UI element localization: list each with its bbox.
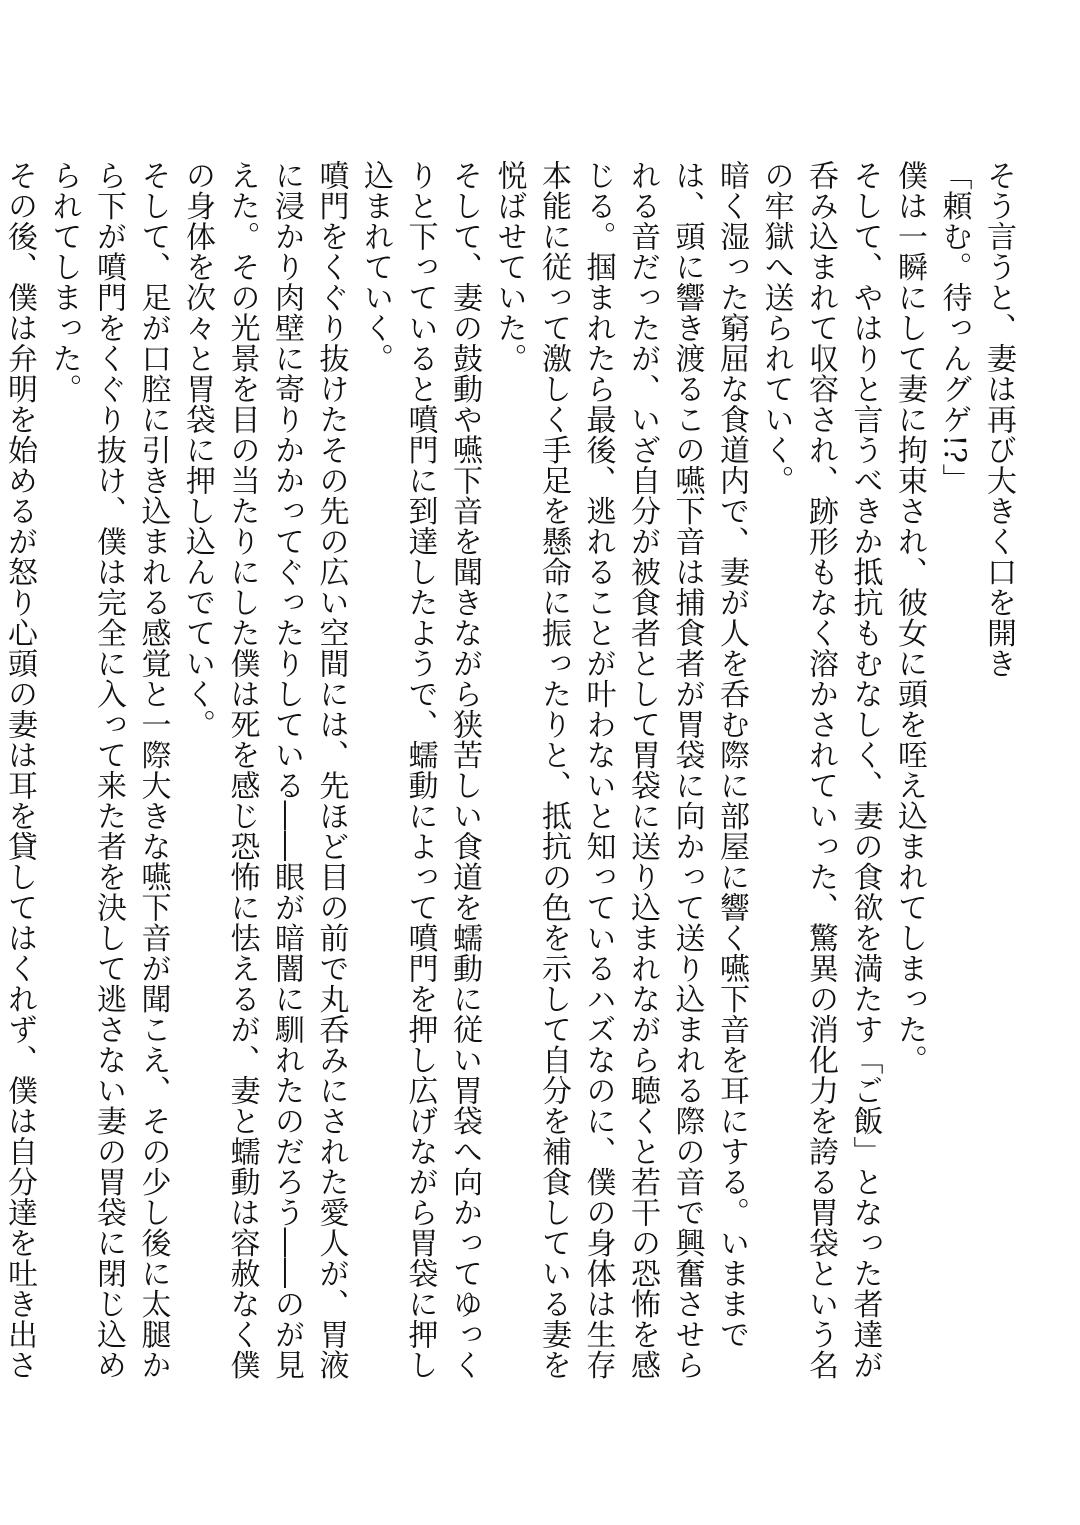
- paragraph: そして、足が口腔に引き込まれる感覚と一際大きな嚥下音が聞こえ、その少し後に太腿から下が噴門をくぐり抜け、僕は完全に入って来た者を決して逃さない妻の胃袋に閉じ込められてしまった。: [46, 160, 171, 1380]
- paragraph: そして、妻の鼓動や嚥下音を聞きながら狭苦しい食道を蠕動に従い胃袋へ向かってゆっくりと下っていると噴門に到達したようで、蠕動によって噴門を押し広げながら胃袋に押し込まれていく。: [358, 160, 482, 1380]
- vertical-text-block: [0, 160, 1020, 1400]
- paragraph: 暗く湿った窮屈な食道内で、妻が人を呑む際に部屋に響く嚥下音を耳にする。いままでは、頭に響き渡るこの嚥下音は捕食者が胃袋に向かって送り込まれる際の音で興奮させられる音だったが、いざ自分が被食者として胃袋に送り込まれながら聴くと若干の恐怖を感じる。掴まれたら最後、逃れることが叶わないと知っているハズなのに、僕の身体は生存本能に従って激しく手足を懸命に振ったりと、抵抗の色を示して自分を補食している妻を悦ばせていた。: [491, 160, 749, 1380]
- paragraph: 僕は一瞬にして妻に拘束され、彼女に頭を咥え込まれてしまった。: [892, 160, 927, 1075]
- paragraph: そして、やはりと言うべきか抵抗もむなしく、妻の食欲を満たす「ご飯」となった者達が呑み込まれて収容され、跡形もなく溶かされていった、驚異の消化力を誇る胃袋という名の牢獄へ送られていく。: [758, 160, 883, 1380]
- paragraph: その後、僕は弁明を始めるが怒り心頭の妻は耳を貸してはくれず、僕は自分達を吐き出さ: [2, 160, 37, 1380]
- paragraph: そう言うと、妻は再び大きく口を開き: [981, 160, 1016, 679]
- paragraph: 噴門をくぐり抜けたその先の広い空間には、先ほど目の前で丸呑みにされた愛人が、胃液に浸かり肉壁に寄りかかってぐったりしている――眼が暗闇に馴れたのだろう――のが見えた。その光景を目の当たりにした僕は死を感じ恐怖に怯えるが、妻と蠕動は容赦なく僕の身体を次々と胃袋に押し込んでていく。: [180, 160, 349, 1380]
- paragraph: 「頼む。待っんグゲ!?」: [936, 160, 972, 495]
